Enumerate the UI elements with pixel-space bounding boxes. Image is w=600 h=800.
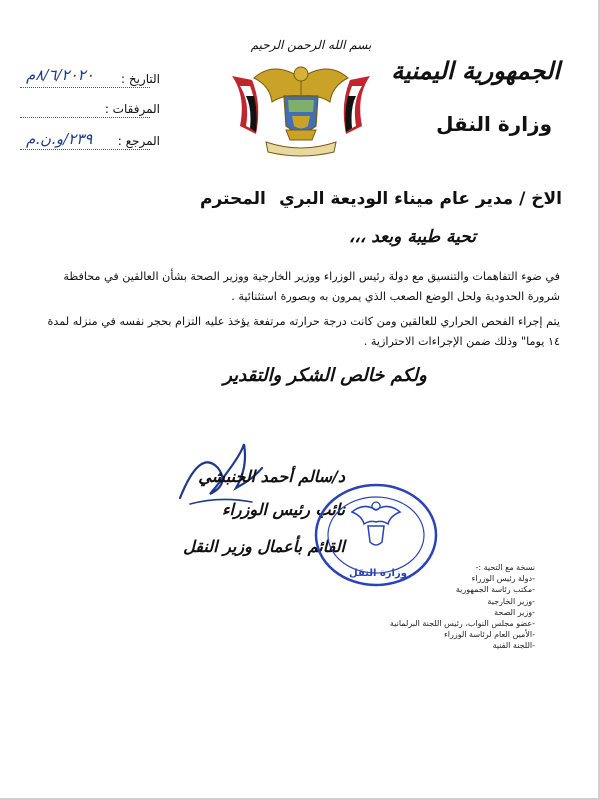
date-line [20, 86, 150, 88]
flag-right-icon [344, 76, 370, 134]
yemen-eagle-emblem-icon [226, 56, 376, 160]
basmala: بسم الله الرحمن الرحيم [250, 38, 372, 52]
reference-value: ٢٣٩/و.ن.م [26, 130, 93, 148]
republic-heading: الجمهورية اليمنية [391, 56, 560, 85]
cc-item: -مكتب رئاسة الجمهورية [455, 585, 535, 595]
signatory-name: د/سالم أحمد الخنبشي [198, 467, 345, 486]
closing-line: ولكم خالص الشكر والتقدير [223, 365, 427, 386]
ministry-heading: وزارة النقل [436, 112, 552, 136]
cc-heading: نسخة مع التحية :- [475, 563, 535, 572]
cc-item: -وزير الصحة [494, 607, 535, 617]
addressee: الاخ / مدير عام ميناء الوديعة البري [279, 189, 562, 209]
paragraph-1: في ضوء التفاهمات والتنسيق مع دولة رئيس الوزراء ووزير الخارجية ووزير الصحة بشأن العالقين في محافظة شرورة الحدودية ولحل الوضع الصعب الذي يمرون به وبصورة استثنائية . [63, 270, 560, 303]
cc-item: -اللجنة الفنية [492, 641, 535, 651]
signatory-role: القائم بأعمال وزير النقل [183, 537, 345, 556]
flag-left-icon [232, 76, 258, 134]
paragraph-2: يتم إجراء الفحص الحراري للعالقين ومن كانت درجة حرارته مرتفعة يؤخذ عليه التزام بحجر نفسه في منزله لمدة ١٤ يوما" وذلك ضمن الإجراءات الاحترازية . [47, 315, 560, 348]
cc-list [365, 562, 535, 652]
date-value: ٨/٦/٢٠٢٠م [26, 66, 94, 84]
honorific: المحترم [200, 189, 266, 209]
attachments-line [20, 116, 150, 118]
cc-item: -دولة رئيس الوزراء [471, 574, 535, 584]
greeting: تحية طيبة وبعد ،،، [348, 227, 476, 247]
cc-item: -الأمين العام لرئاسة الوزراء [443, 630, 535, 640]
date-label: التاريخ : [120, 72, 160, 86]
stamp-label: وزارة النقل [349, 568, 407, 579]
signatory-title: نائب رئيس الوزراء [221, 500, 345, 519]
cc-item: -عضو مجلس النواب، رئيس اللجنة البرلمانية [389, 619, 535, 629]
reference-line [20, 148, 150, 150]
attachments-label: المرفقات : [104, 102, 160, 116]
reference-label: المرجع : [117, 134, 160, 148]
cc-item: -وزير الخارجية [487, 596, 535, 606]
